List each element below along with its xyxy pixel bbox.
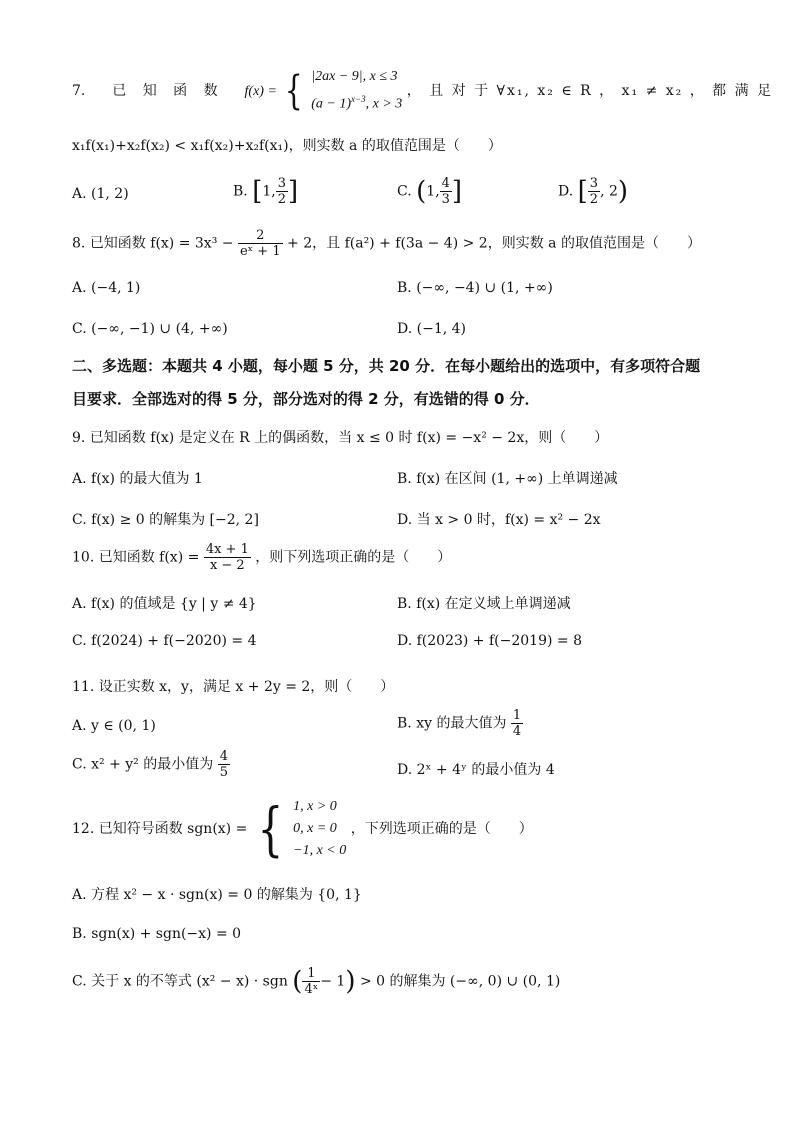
q8-stem-post: + 2，且 f(a²) + f(3a − 4) > 2，则实数 a 的取值范围是（ ） [287,235,701,252]
q9-option-d: D. 当 x > 0 时，f(x) = x² − 2x [397,512,601,528]
q12-case3: −1, x < 0 [293,843,347,858]
q7-brace: { [285,67,303,114]
q10-frac-den: x − 2 [209,558,245,573]
q8-option-a: A. (−4, 1) [72,280,141,296]
q12-stem [72,796,533,862]
q11-option-a: A. y ∈ (0, 1) [72,718,156,734]
q12-option-a: A. 方程 x² − x · sgn(x) = 0 的解集为 {0, 1} [72,887,362,903]
q11-option-b-pre: B. xy 的最大值为 [397,715,507,732]
q12-option-b: B. sgn(x) + sgn(−x) = 0 [72,926,242,942]
q7-case2-exp: x−3 [351,94,366,104]
q7-lead: 已 知 函 数 [112,82,224,99]
q7-option-c-label: C. [397,183,412,200]
section-header-line1: 二、多选题：本题共 4 小题，每小题 5 分，共 20 分．在每小题给出的选项中，有多项符合题 [72,357,701,375]
q12-option-c-num: 1 [302,966,320,982]
q7-option-b: B. [1, $\frac{3}{2}$ ] [233,176,299,207]
q7-option-b-pre: 1, [262,183,276,200]
q12-option-c-pre: C. 关于 x 的不等式 (x² − x) · sgn [72,973,288,990]
q12-option-c-den: 4ˣ [304,982,319,997]
q7-option-c: C. (1, $\frac{4}{3}$ ] [397,176,463,207]
q7-option-b-den: 2 [277,192,286,207]
q7-cases [311,66,402,116]
q8-option-d: D. (−1, 4) [397,321,466,337]
q11-option-b [397,708,523,739]
q12-stem-post: ，下列选项正确的是（ ） [350,821,533,837]
q7-case2: (a − 1) [311,96,352,112]
q8-frac-den: eˣ + 1 [239,244,281,259]
q7-option-d: D. [ $\frac{3}{2}$ , 2) [558,176,629,207]
q11-stem: 11. 设正实数 x，y，满足 x + 2y = 2，则（ ） [72,679,395,695]
q12-option-c: C. 关于 x 的不等式 (x² − x) · sgn ( $\frac{1}{\text{4ˣ}}$ − 1) > 0 的解集为 (−∞, 0) ∪ (0, 1) [72,966,561,997]
q9-option-c: C. f(x) ≥ 0 的解集为 [−2, 2] [72,512,259,528]
q11-option-d: D. 2ˣ + 4ʸ 的最小值为 4 [397,762,555,778]
q10-option-a: A. f(x) 的值域是 {y | y ≠ 4} [72,596,257,612]
q8-frac-num: 2 [238,228,283,244]
q10-stem-post: ，则下列选项正确的是（ ） [255,549,452,566]
q11-option-c [72,749,230,780]
q8-option-c: C. (−∞, −1) ∪ (4, +∞) [72,321,228,337]
q12-case2: 0, x = 0 [293,821,337,836]
q11-option-c-den: 5 [219,765,228,780]
q10-option-d: D. f(2023) + f(−2019) = 8 [397,633,582,649]
q7-fx: f(x) = [244,83,277,99]
q12-option-c-post: > 0 的解集为 (−∞, 0) ∪ (0, 1) [359,973,561,990]
section-header [72,350,732,416]
q10-option-c: C. f(2024) + f(−2020) = 4 [72,633,257,649]
q8-option-b: B. (−∞, −4) ∪ (1, +∞) [397,280,553,296]
q10-option-b: B. f(x) 在定义域上单调递减 [397,596,571,612]
q7-case2-tail: , x > 3 [365,96,403,112]
q7-option-c-num: 4 [441,176,450,191]
q10-stem-pre: 10. 已知函数 f(x) = [72,549,200,566]
q7-mid: ， 且 对 于 ∀x₁, x₂ ∈ R ， x₁ ≠ x₂ ， 都 满 足 [406,82,774,99]
q8-stem [72,228,701,259]
q7-option-a: A. (1, 2) [72,186,129,202]
q7-option-d-post: , 2 [600,183,618,200]
q7-line1 [72,66,773,116]
q9-option-a: A. f(x) 的最大值为 1 [72,471,203,487]
q10-frac-num: 4x + 1 [205,542,249,557]
q12-stem-pre: 12. 已知符号函数 sgn(x) = [72,821,248,837]
q12-brace: { [257,795,284,863]
q12-cases [293,796,346,862]
q7-option-d-num: 3 [589,176,599,191]
q7-option-d-den: 2 [589,192,599,207]
q7-option-b-num: 3 [277,176,286,191]
q12-case1: 1, x > 0 [293,799,337,814]
q7-option-b-label: B. [233,183,248,200]
q10-stem [72,542,451,573]
q11-option-b-num: 1 [512,708,522,723]
q11-option-c-num: 4 [219,749,228,764]
q8-number: 8. [72,235,86,252]
section-header-line2: 目要求．全部选对的得 5 分，部分选对的得 2 分，有选错的得 0 分． [72,390,540,408]
q7-case1: |2ax − 9|, x ≤ 3 [311,69,398,84]
q11-option-b-den: 4 [512,724,522,739]
q7-number: 7. [72,82,86,99]
q7-option-c-den: 3 [441,192,450,207]
q9-option-b: B. f(x) 在区间 (1, +∞) 上单调递减 [397,471,618,487]
q11-option-c-pre: C. x² + y² 的最小值为 [72,756,214,773]
q12-option-c-mid: − 1 [320,973,346,990]
q9-stem: 9. 已知函数 f(x) 是定义在 R 上的偶函数，当 x ≤ 0 时 f(x) = −x² − 2x，则（ ） [72,430,609,446]
q7-line2: x₁f(x₁)+x₂f(x₂) < x₁f(x₂)+x₂f(x₁)，则实数 a 的取值范围是（ ） [72,138,502,154]
q7-option-c-pre: 1, [426,183,440,200]
q8-stem-pre: 已知函数 f(x) = 3x³ − [89,235,234,252]
q7-option-d-label: D. [558,183,574,200]
